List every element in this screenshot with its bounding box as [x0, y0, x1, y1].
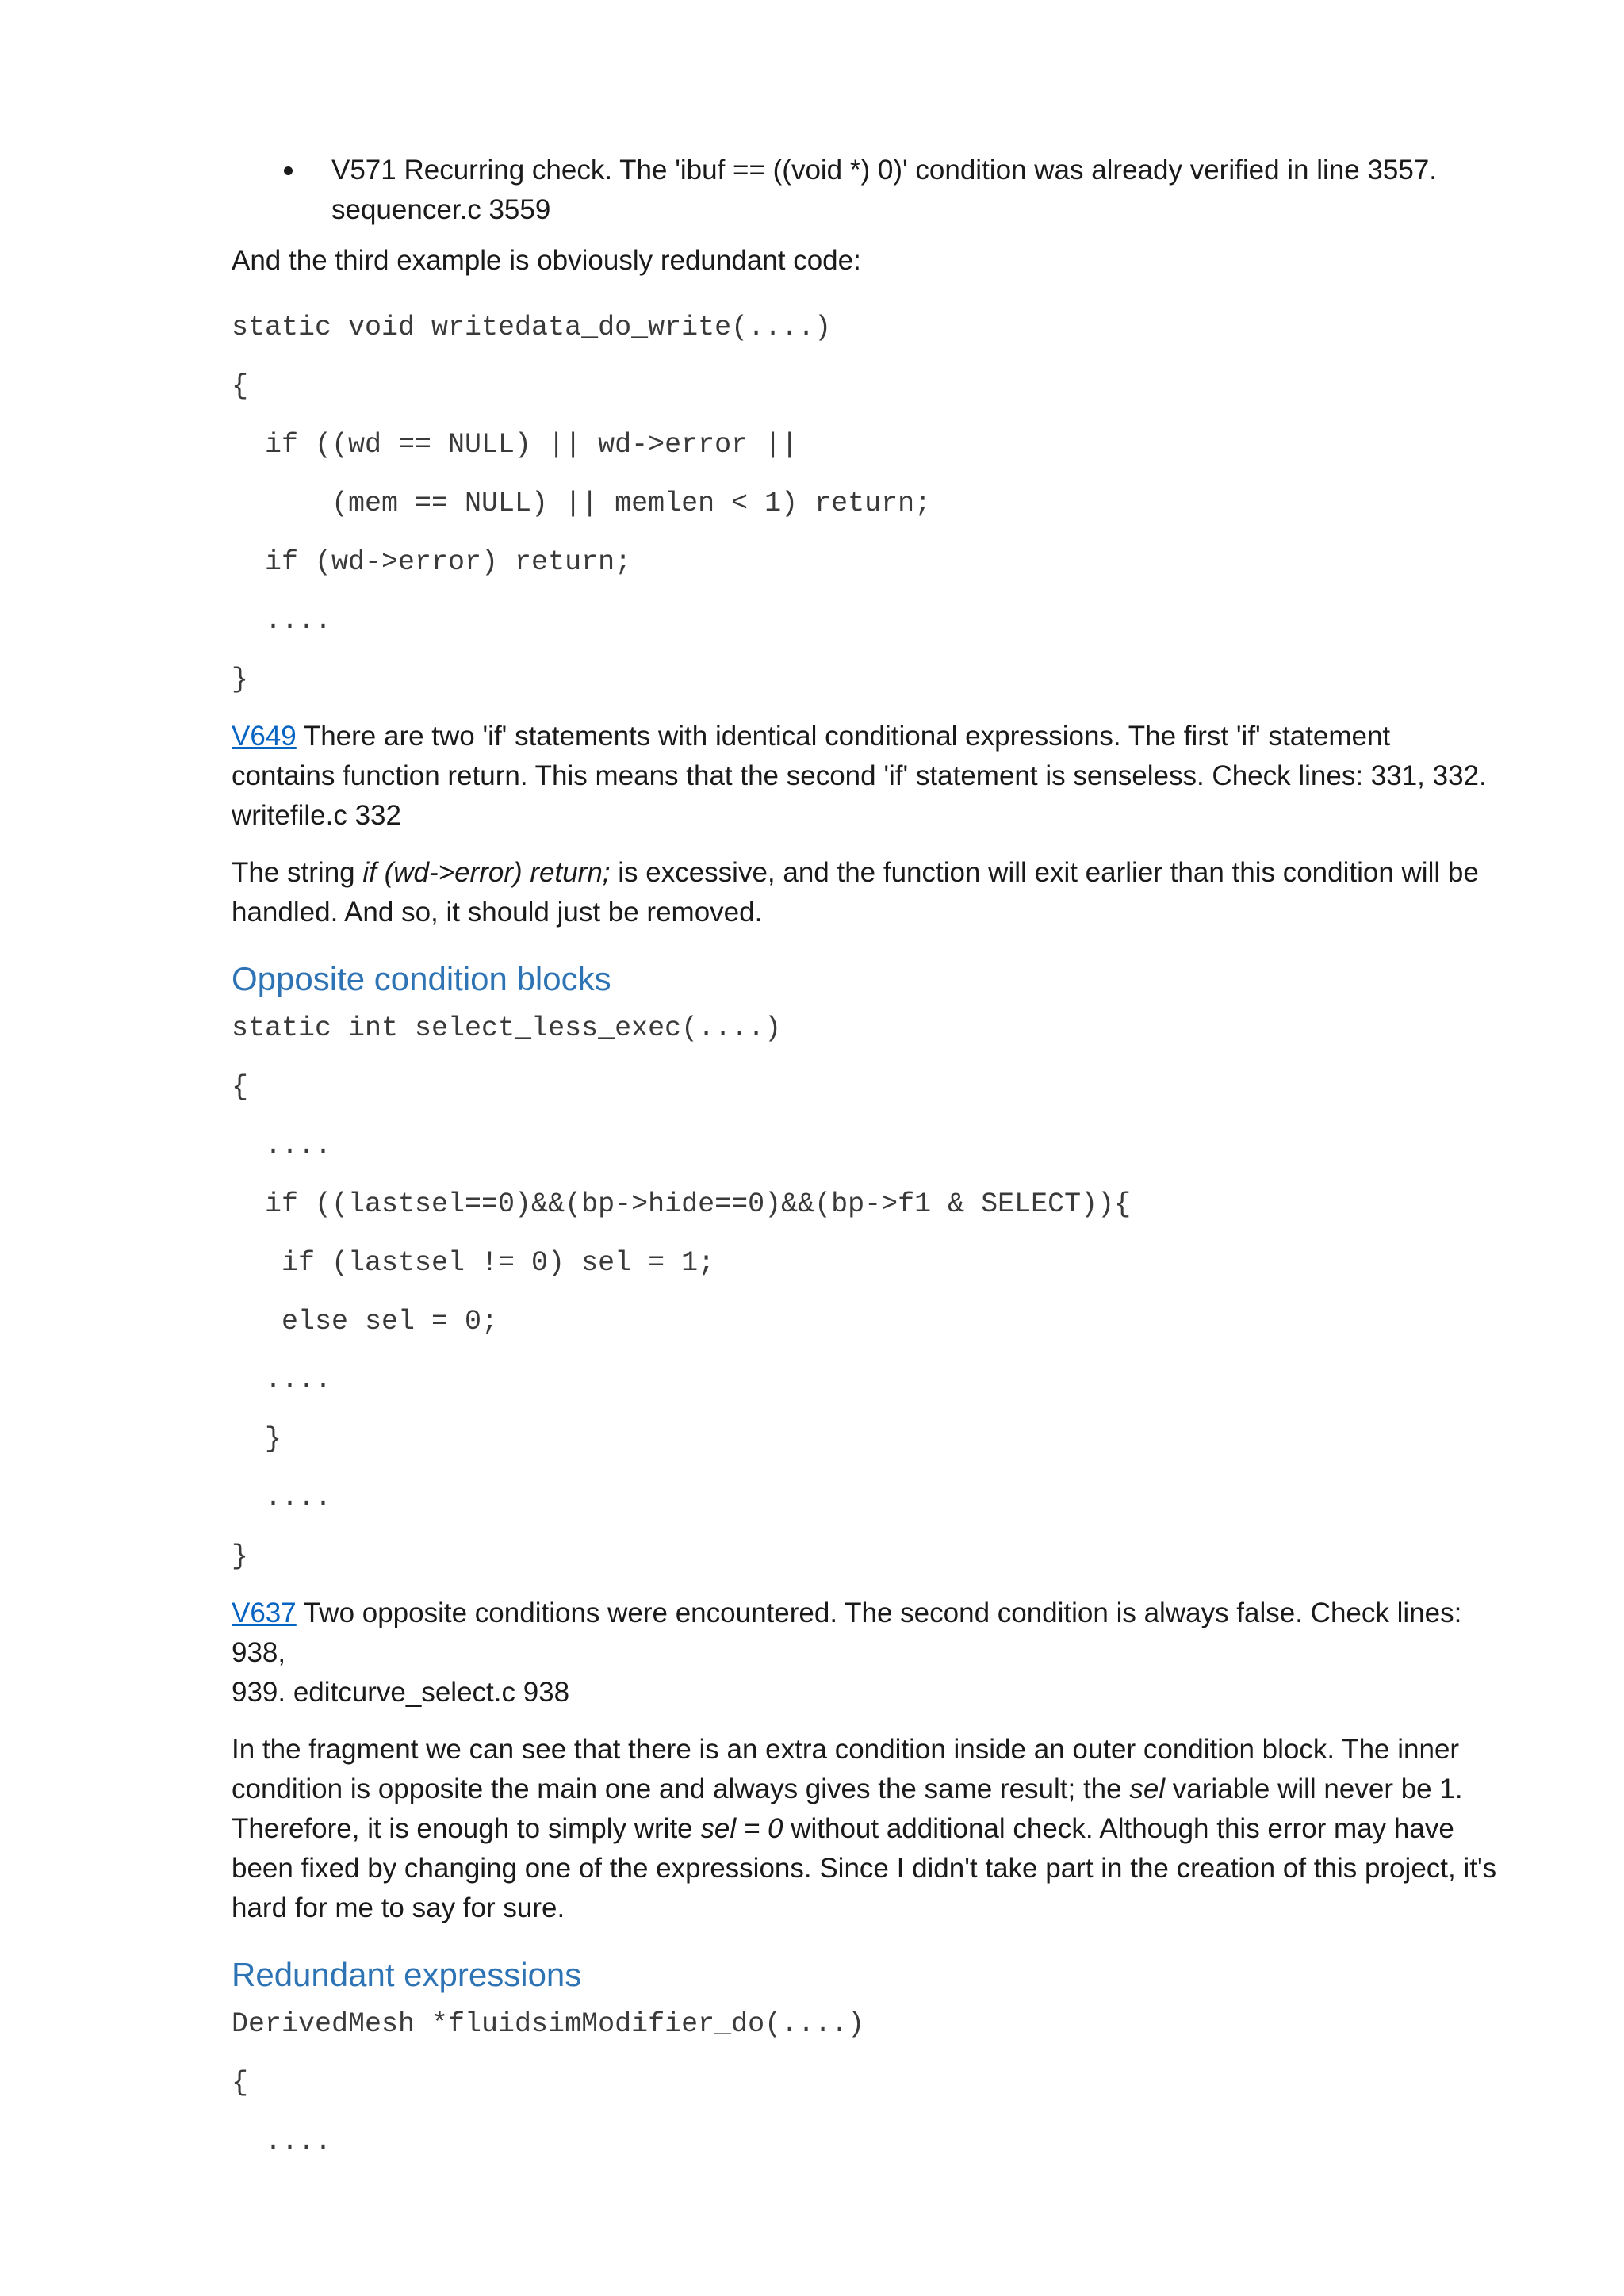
inline-sel: sel [1129, 1774, 1166, 1804]
document-content [232, 151, 1516, 2171]
paragraph-excessive: The string if (wd->error) return; is excessive, and the function will exit earlier than this condition will be handled. And so, it should just be removed. [232, 857, 1479, 928]
paragraph-fragment: In the fragment we can see that there is an extra condition inside an outer condition block. The inner condition is opposite the main one and always gives the same result; the sel variable will never be 1. Therefore, it is enough to simply write sel = 0 without additional check. Although this error may have been fixed by changing one of the expressions. Since I didn't take part in the creation of this project, it's hard for me to say for sure. [232, 1734, 1497, 1923]
code-block-select-less-exec: static int select_less_exec(....) { .... if ((lastsel==0)&&(bp->hide==0)&&(bp->f1 & SELECT)){ if (lastsel != 0) sel = 1; else sel = 0; .... } .... } [232, 1012, 1132, 1572]
bullet-icon [284, 166, 293, 175]
inline-sel-zero: sel = 0 [700, 1813, 783, 1844]
v637-link[interactable]: V637 [232, 1598, 297, 1628]
heading-opposite-condition-blocks: Opposite condition blocks [232, 960, 611, 997]
paragraph-v649: V649 There are two 'if' statements with identical conditional expressions. The first 'if' statement contains function return. This means that the second 'if' statement is senseless. Check lines: 331, 332. writefile.c 332 [232, 721, 1487, 831]
inline-code: if (wd->error) return; [362, 857, 611, 888]
code-block-fluidsim: DerivedMesh *fluidsimModifier_do(....) { .... [232, 2008, 865, 2157]
list-item: V571 Recurring check. The 'ibuf == ((void *) 0)' condition was already verified in line 3557. sequencer.c 3559 [232, 151, 1516, 230]
warning-list [232, 151, 1516, 230]
v649-link[interactable]: V649 [232, 721, 297, 752]
heading-redundant-expressions: Redundant expressions [232, 1956, 582, 1993]
code-block-writedata: static void writedata_do_write(....) { if ((wd == NULL) || wd->error || (mem == NULL) || memlen < 1) return; if (wd->error) return; .... } [232, 312, 932, 695]
paragraph-v637: V637 Two opposite conditions were encountered. The second condition is always false. Check lines: 938, 939. editcurve_select.c 938 [232, 1598, 1462, 1708]
paragraph-third-example: And the third example is obviously redundant code: [232, 245, 861, 276]
